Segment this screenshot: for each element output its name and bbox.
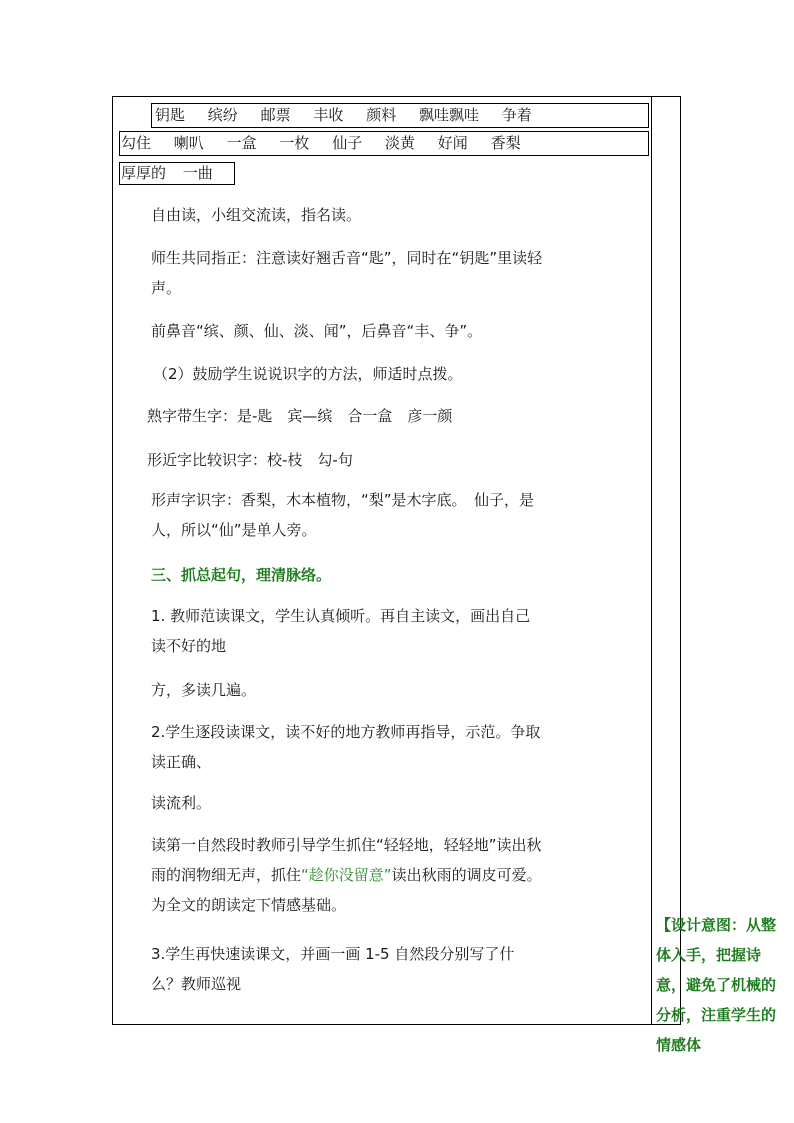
paragraph-literacy-methods: （2）鼓励学生说说识字的方法，师适时点拨。 — [153, 365, 463, 383]
vocab-word: 一盒 — [226, 134, 257, 152]
vocab-word: 邮票 — [260, 106, 291, 124]
vocab-word: 飘哇飘哇 — [418, 106, 479, 124]
vocab-word: 争着 — [501, 106, 532, 124]
vocab-word: 厚厚的 — [121, 164, 167, 182]
vocab-word: 勾住 — [121, 134, 152, 152]
paragraph-nasal-sounds: 前鼻音“缤、颜、仙、淡、闻”，后鼻音“丰、争”。 — [151, 322, 483, 340]
vocab-row-1 — [155, 104, 532, 126]
paragraph-pronunciation: 师生共同指正：注意读好翘舌音“匙”，同时在“钥匙”里读轻声。 — [151, 249, 543, 297]
vocab-word: 缤纷 — [207, 106, 238, 124]
paragraph-text: 读第一自然段时教师引导学生抓住“轻轻地，轻轻地”读出秋雨的润物细无声，抓住 — [151, 836, 542, 884]
paragraph-read-more: 方，多读几遍。 — [151, 681, 257, 699]
paragraph-similar-chars: 形近字比较识字：校-枝 勾-句 — [147, 451, 353, 469]
vocab-row-2 — [121, 132, 521, 154]
highlighted-quote: “趁你没留意” — [301, 866, 392, 884]
vocab-row-3 — [121, 162, 213, 184]
paragraph-first-section — [121, 830, 543, 920]
paragraph-teacher-reading: 1. 教师范读课文，学生认真倾听。再自主读文，画出自己读不好的地 — [151, 607, 531, 655]
paragraph-quick-reading: 3.学生再快速读课文，并画一画 1-5 自然段分别写了什么？教师巡视 — [151, 945, 515, 993]
paragraph-text: 读出秋雨的调皮可爱。为全文的朗读定下情感基础。 — [151, 866, 542, 914]
paragraph-phonetic-chars: 形声字识字：香梨，木本植物，“梨”是木字底。 仙子，是人，所以“仙”是单人旁。 — [151, 491, 535, 539]
paragraph-familiar-chars: 熟字带生字：是-匙 宾—缤 合一盒 彦一颜 — [147, 407, 453, 425]
paragraph-segment-reading: 2.学生逐段读课文，读不好的地方教师再指导，示范。争取读正确、 — [151, 723, 541, 771]
design-intent-note: 【设计意图：从整体入手，把握诗意，避免了机械的分析，注重学生的情感体 — [656, 916, 777, 1054]
paragraph-reading-modes: 自由读，小组交流读，指名读。 — [151, 206, 362, 224]
vocab-word: 一曲 — [182, 164, 213, 182]
vocab-word: 一枚 — [279, 134, 310, 152]
vocab-word: 淡黄 — [384, 134, 415, 152]
section-heading-3: 三、抓总起句，理清脉络。 — [151, 566, 332, 584]
vocab-word: 颜料 — [366, 106, 397, 124]
paragraph-fluency: 读流利。 — [151, 794, 212, 812]
vocab-word: 钥匙 — [155, 106, 186, 124]
column-divider — [651, 97, 652, 1024]
vocab-word: 丰收 — [313, 106, 344, 124]
lesson-table — [112, 96, 777, 1054]
vocab-word: 仙子 — [332, 134, 363, 152]
vocab-word: 香梨 — [490, 134, 521, 152]
vocab-word: 喇叭 — [173, 134, 204, 152]
vocab-word: 好闻 — [437, 134, 468, 152]
